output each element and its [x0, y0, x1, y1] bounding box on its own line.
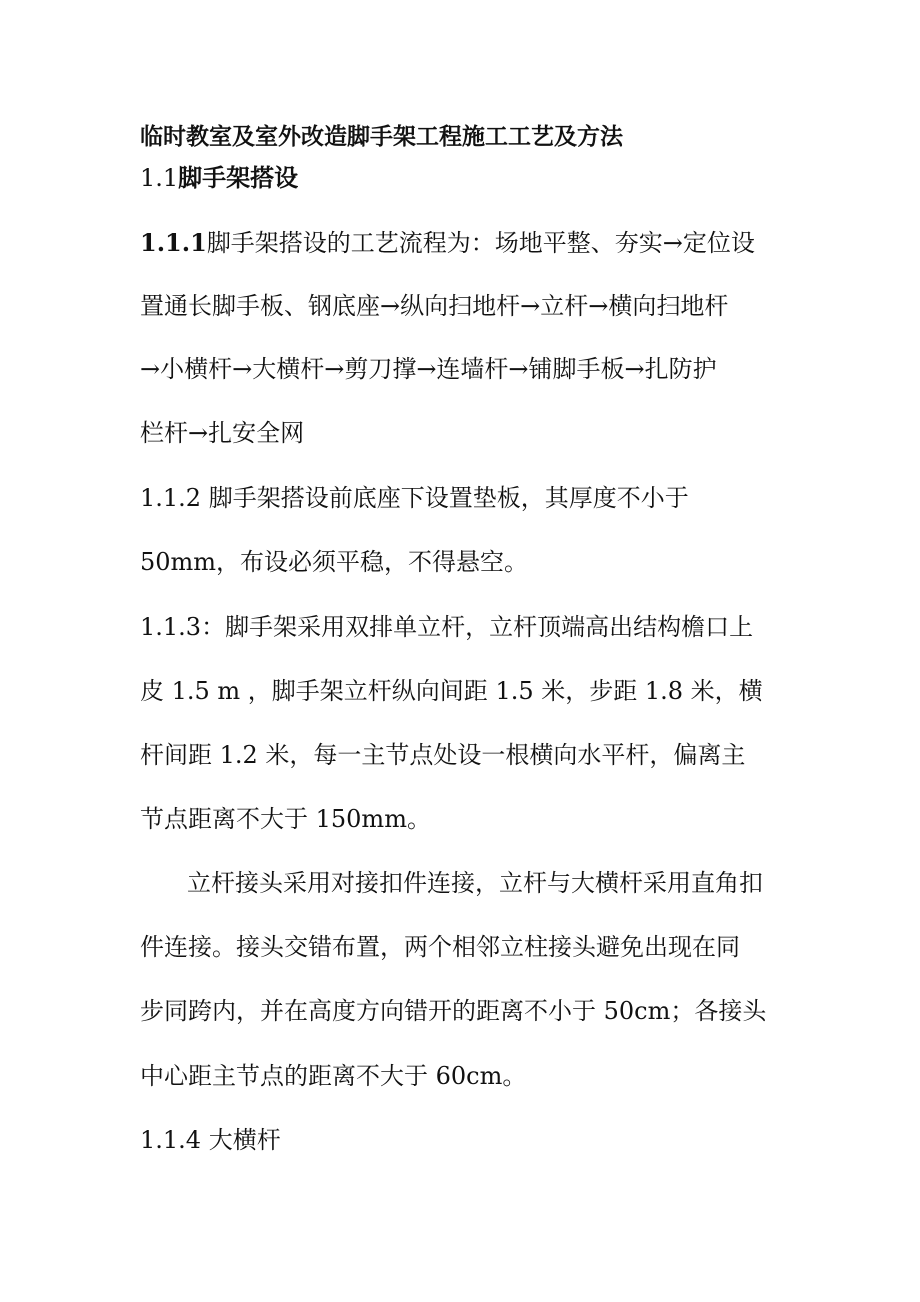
para-1-1-3-line-1: 1.1.3：脚手架采用双排单立杆，立杆顶端高出结构檐口上 [140, 613, 754, 641]
para-joint-line-2: 件连接。接头交错布置，两个相邻立柱接头避免出现在同 [140, 933, 740, 961]
para-1-1-2-line-1: 1.1.2 脚手架搭设前底座下设置垫板，其厚度不小于 [140, 484, 689, 512]
para-text: 脚手架搭设的工艺流程为：场地平整、夯实→定位设 [206, 229, 755, 257]
para-1-1-1-line-4: 栏杆→扎安全网 [140, 419, 305, 447]
para-1-1-2-line-2: 50mm，布设必须平稳，不得悬空。 [140, 548, 529, 576]
para-1-1-3-line-4: 节点距离不大于 150mm。 [140, 805, 431, 833]
para-1-1-1-line-3: →小横杆→大横杆→剪刀撑→连墙杆→铺脚手板→扎防护 [140, 355, 717, 383]
para-joint-line-3: 步同跨内，并在高度方向错开的距离不小于 50cm；各接头 [140, 997, 767, 1025]
para-1-1-3-line-2: 皮 1.5 m ，脚手架立杆纵向间距 1.5 米，步距 1.8 米，横 [140, 677, 763, 705]
section-heading-1-1 [140, 163, 298, 193]
document-title: 临时教室及室外改造脚手架工程施工工艺及方法 [140, 123, 623, 150]
section-title: 脚手架搭设 [178, 163, 299, 192]
section-heading-1-1-4: 1.1.4 大横杆 [140, 1126, 281, 1154]
para-1-1-3-line-3: 杆间距 1.2 米，每一主节点处设一根横向水平杆，偏离主 [140, 741, 746, 769]
para-joint-line-1: 立杆接头采用对接扣件连接，立杆与大横杆采用直角扣 [187, 869, 763, 897]
para-1-1-1-line-1 [140, 228, 755, 258]
para-1-1-1-line-2: 置通长脚手板、钢底座→纵向扫地杆→立杆→横向扫地杆 [140, 292, 729, 320]
section-number: 1.1 [140, 164, 179, 192]
para-joint-line-4: 中心距主节点的距离不大于 60cm。 [140, 1062, 527, 1090]
clause-number: 1.1.1 [140, 228, 207, 257]
